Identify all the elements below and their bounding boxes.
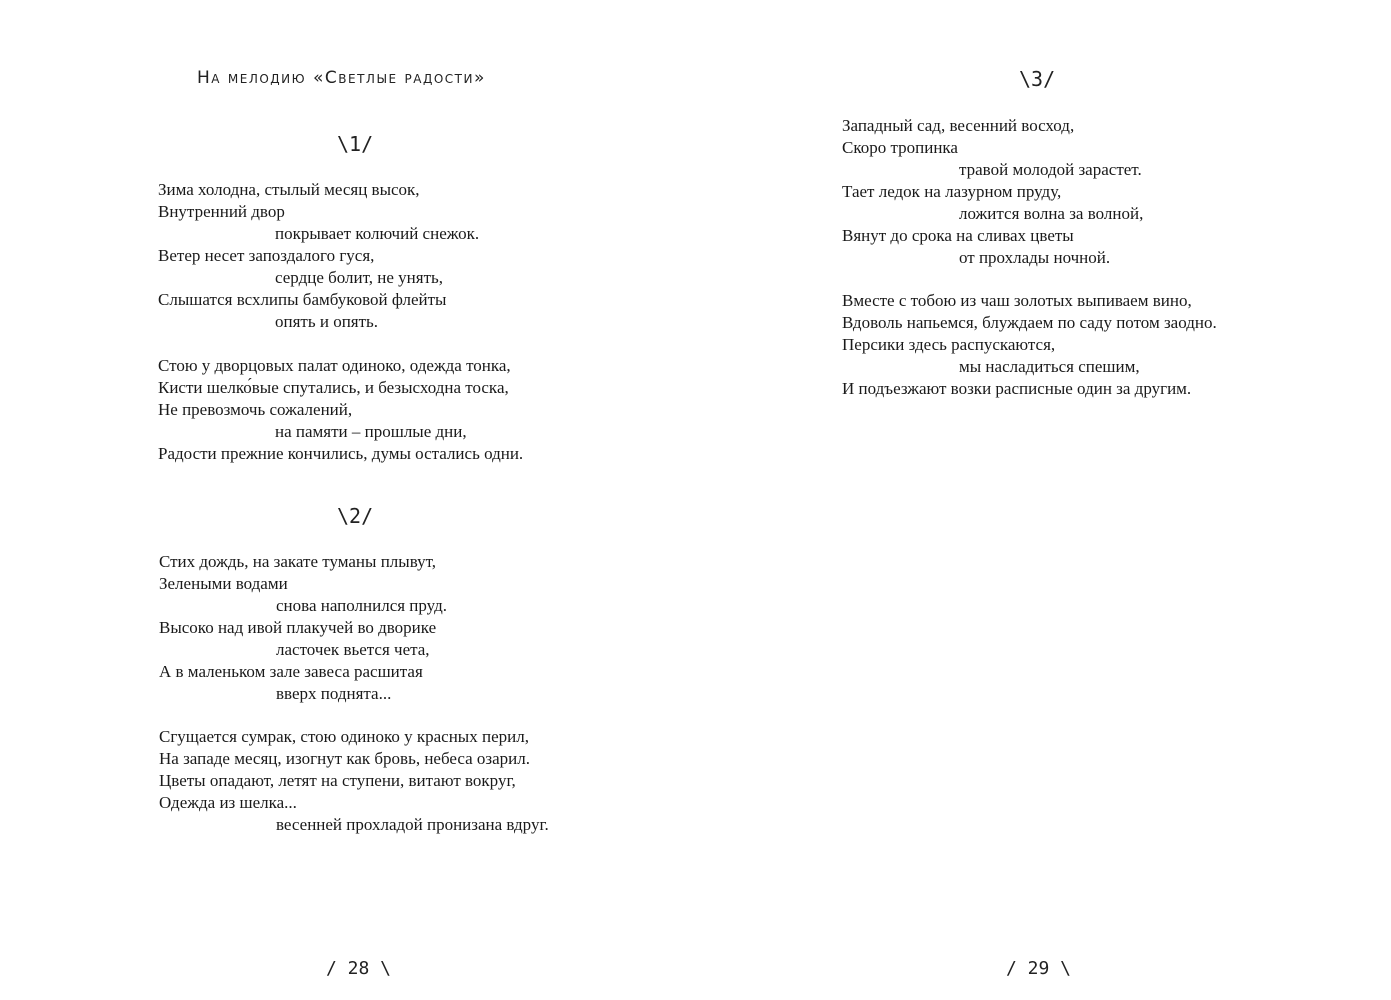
poem-line: Западный сад, весенний восход,: [842, 116, 1075, 135]
poem-line: Стою у дворцовых палат одиноко, одежда тонка,: [158, 356, 511, 375]
section-number-3: \3/: [1019, 67, 1056, 91]
poem-line: Одежда из шелка...: [159, 793, 297, 812]
poem-line: Зима холодна, стылый месяц высок,: [158, 180, 420, 199]
poem-line: травой молодой зарастет.: [959, 160, 1142, 179]
poem-line: ласточек вьется чета,: [276, 640, 430, 659]
poem-line: весенней прохладой пронизана вдруг.: [276, 815, 549, 834]
poem-line: Тает ледок на лазурном пруду,: [842, 182, 1062, 201]
poem-line: Радости прежние кончились, думы остались одни.: [158, 444, 524, 463]
stanza: [159, 551, 447, 705]
section-number-2: \2/: [337, 504, 374, 528]
stanza: [842, 290, 1217, 400]
poem-line: Слышатся всхлипы бамбуковой флейты: [158, 290, 447, 309]
poem-line: Цветы опадают, летят на ступени, витают вокруг,: [159, 771, 516, 790]
poem-line: Вдоволь напьемся, блуждаем по саду потом заодно.: [842, 313, 1217, 332]
poem-line: покрывает колючий снежок.: [275, 224, 480, 243]
poem-line: снова наполнился пруд.: [276, 596, 448, 615]
poem-line: Стих дождь, на закате туманы плывут,: [159, 552, 437, 571]
stanza: [842, 115, 1143, 269]
poem-line: Высоко над ивой плакучей во дворике: [159, 618, 437, 637]
page-number-right: / 29 \: [1006, 958, 1072, 979]
poem-line: Вянут до срока на сливах цветы: [842, 226, 1074, 245]
stanza: [158, 179, 479, 333]
stanza: [159, 726, 549, 836]
poem-line: Скоро тропинка: [842, 138, 958, 157]
poem-line: А в маленьком зале завеса расшитая: [159, 662, 423, 681]
poem-line: ложится волна за волной,: [959, 204, 1144, 223]
page-number-left: / 28 \: [326, 958, 392, 979]
poem-line: на памяти – прошлые дни,: [275, 422, 467, 441]
poem-line: Персики здесь распускаются,: [842, 335, 1056, 354]
poem-line: Не превозмочь сожалений,: [158, 400, 353, 419]
poem-line: И подъезжают возки расписные один за другим.: [842, 379, 1192, 398]
stanza: [158, 355, 523, 465]
poem-line: Зелеными водами: [159, 574, 288, 593]
poem-line: Внутренний двор: [158, 202, 285, 221]
poem-line: сердце болит, не унять,: [275, 268, 444, 287]
poem-line: На западе месяц, изогнут как бровь, небеса озарил.: [159, 749, 531, 768]
poem-title: На мелодию «Светлые радости»: [197, 68, 486, 88]
poem-line: вверх поднята...: [276, 684, 392, 703]
poem-line: мы насладиться спешим,: [959, 357, 1140, 376]
poem-line: Сгущается сумрак, стою одиноко у красных перил,: [159, 727, 529, 746]
poem-line: от прохлады ночной.: [959, 248, 1111, 267]
poem-line: Кисти шелко́вые спутались, и безысходна тоска,: [158, 378, 509, 397]
section-number-1: \1/: [337, 132, 374, 156]
poem-line: Вместе с тобою из чаш золотых выпиваем вино,: [842, 291, 1192, 310]
poem-line: Ветер несет запоздалого гуся,: [158, 246, 375, 265]
poem-line: опять и опять.: [275, 312, 379, 331]
